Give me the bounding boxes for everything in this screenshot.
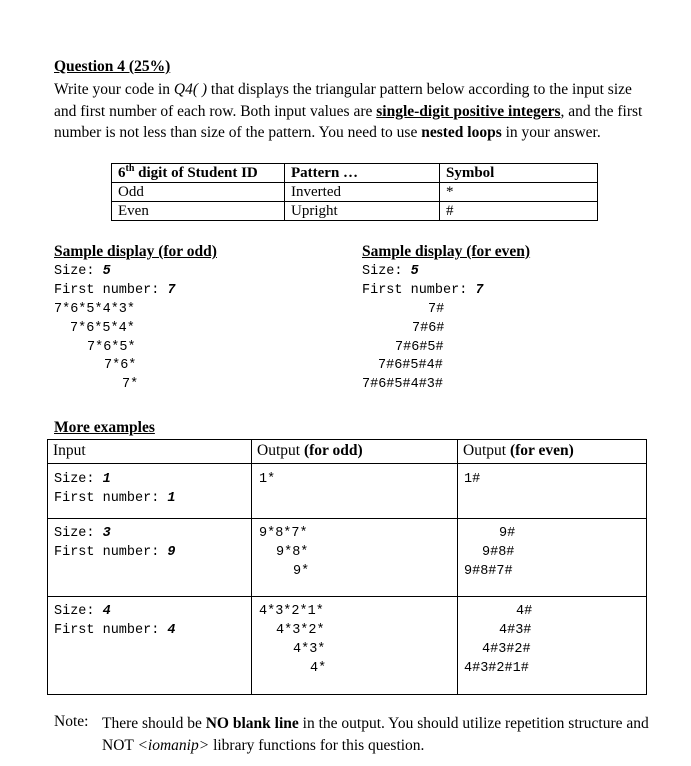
output-line: 4#3#2#1#	[464, 661, 529, 676]
output-line: 9#8#	[482, 545, 515, 560]
function-name: Q4( )	[173, 81, 208, 98]
output-line: 4*3*2*	[276, 623, 325, 638]
output-even-cell	[458, 597, 647, 695]
sample-odd-line: 7*	[122, 377, 139, 392]
output-line: 4#3#	[499, 623, 532, 638]
output-line: 4*3*	[293, 642, 326, 657]
intro-text-1: Write your code in	[54, 81, 174, 98]
output-odd-cell	[252, 519, 458, 597]
sample-even-line: 7#6#5#	[395, 340, 444, 355]
input-cell	[48, 597, 252, 695]
output-even-cell	[458, 519, 647, 597]
input-first: First number: 1	[54, 491, 176, 506]
output-line: 1*	[259, 472, 276, 487]
output-even-cell	[458, 464, 647, 519]
output-odd-cell	[252, 597, 458, 695]
sample-odd-line: 7*6*	[104, 358, 137, 373]
row-digit: Odd	[112, 183, 285, 202]
sample-even-line: 7#	[428, 302, 445, 317]
row-symbol: *	[440, 183, 598, 202]
table-row	[48, 597, 647, 695]
sample-odd-line: 7*6*5*4*3*	[54, 302, 136, 317]
symbol-table-header	[112, 164, 598, 183]
input-size: Size: 4	[54, 604, 111, 619]
intro-text-4: in your answer.	[501, 124, 601, 141]
header-output-odd: Output (for odd)	[252, 440, 458, 464]
header-symbol: Symbol	[440, 164, 598, 183]
sample-even-title: Sample display (for even)	[362, 243, 531, 260]
header-output-even: Output (for even)	[458, 440, 647, 464]
sample-odd-size: Size: 5	[54, 264, 111, 279]
table-row	[48, 464, 647, 519]
row-digit: Even	[112, 202, 285, 221]
output-line: 9#8#7#	[464, 564, 513, 579]
symbol-table-row	[112, 183, 598, 202]
output-line: 9*	[293, 564, 310, 579]
note-library: <iomanip>	[137, 737, 210, 754]
sample-odd-line: 7*6*5*	[87, 340, 136, 355]
input-first: First number: 4	[54, 623, 176, 638]
intro-text-3: , and the first number is not less than size of the pattern. You need to use	[54, 102, 643, 141]
row-symbol: #	[440, 202, 598, 221]
question-title: Question 4 (25%)	[54, 58, 171, 75]
table-row	[48, 519, 647, 597]
sample-odd-title: Sample display (for odd)	[54, 243, 217, 260]
output-line: 1#	[464, 472, 481, 487]
examples-header	[48, 440, 647, 464]
header-input: Input	[48, 440, 252, 464]
input-size: Size: 3	[54, 526, 111, 541]
output-odd-cell	[252, 464, 458, 519]
output-line: 4*	[310, 661, 327, 676]
output-line: 9*8*7*	[259, 526, 308, 541]
row-pattern: Inverted	[285, 183, 440, 202]
more-examples-title: More examples	[54, 419, 155, 436]
sample-even-first: First number: 7	[362, 283, 484, 298]
examples-table	[47, 439, 647, 695]
output-line: 4*3*2*1*	[259, 604, 324, 619]
sample-even-size: Size: 5	[362, 264, 419, 279]
note-text: There should be NO blank line in the output. You should utilize repetition structure and NOT <iomanip> library functions for this question.	[102, 715, 649, 754]
sample-even-line: 7#6#5#4#3#	[362, 377, 444, 392]
note-label: Note:	[54, 713, 89, 730]
output-line: 4#	[516, 604, 533, 619]
emphasis-single-digit: single-digit positive integers	[376, 102, 561, 120]
input-cell	[48, 464, 252, 519]
row-pattern: Upright	[285, 202, 440, 221]
sample-odd-first: First number: 7	[54, 283, 176, 298]
input-first: First number: 9	[54, 545, 176, 560]
output-line: 4#3#2#	[482, 642, 531, 657]
sample-even-line: 7#6#5#4#	[378, 358, 443, 373]
intro-text-2: that displays the triangular pattern below according to the input size and first number of each row. Both input values are	[54, 81, 632, 120]
header-student-id: 6th digit of Student ID	[112, 164, 285, 183]
output-line: 9#	[499, 526, 516, 541]
question-intro	[54, 79, 658, 144]
input-size: Size: 1	[54, 472, 111, 487]
output-line: 9*8*	[276, 545, 309, 560]
note-emphasis: NO blank line	[205, 715, 299, 732]
symbol-table-row	[112, 202, 598, 221]
emphasis-nested-loops: nested loops	[421, 124, 502, 141]
sample-even-line: 7#6#	[412, 321, 445, 336]
symbol-table	[111, 163, 598, 221]
input-cell	[48, 519, 252, 597]
sample-odd-line: 7*6*5*4*	[70, 321, 135, 336]
header-pattern: Pattern …	[285, 164, 440, 183]
